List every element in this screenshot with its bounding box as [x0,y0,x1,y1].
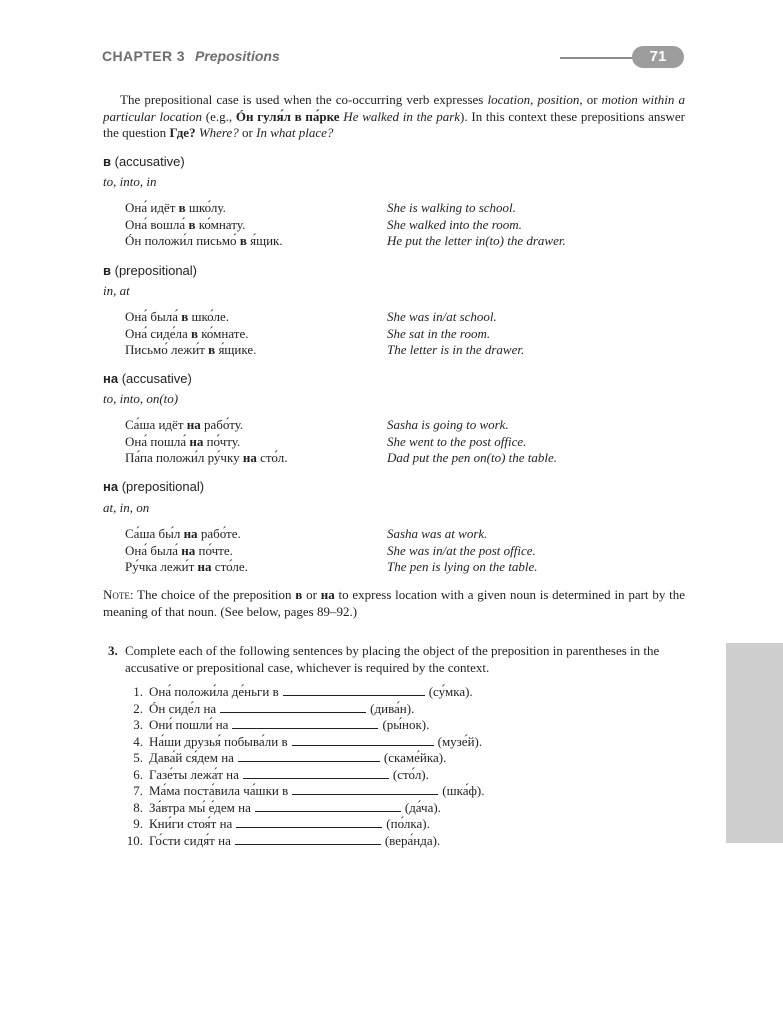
note-prep: на [320,587,335,602]
example-en: She was in/at school. [387,309,497,324]
example-en: She went to the post office. [387,433,527,449]
intro-example-ru: Óн гуля́л в па́рке [235,108,340,124]
example-table [125,526,685,576]
answer-blank[interactable] [292,733,434,746]
side-thumb-tab [726,643,783,843]
example-row [125,434,685,451]
example-en: He put the letter in(to) the drawer. [387,233,566,248]
item-number: 10. [126,832,143,848]
example-ru: Она́ была́ на по́чте. [125,542,233,558]
exercise-item [117,766,537,783]
item-stem: Óн сиде́л на [149,700,217,716]
intro-paragraph [103,92,685,142]
intro-text: (e.g., [202,108,236,124]
answer-blank[interactable] [238,749,380,762]
heading-prep: в [103,154,111,169]
example-table [125,309,685,359]
example-ru: Она́ идёт в шко́лу. [125,200,226,215]
item-stem: Ма́ма поста́вила ча́шки в [149,783,289,798]
intro-question-en: In what place? [256,125,334,140]
example-en: She was in/at the post office. [387,542,536,558]
intro-text: or [582,92,602,107]
heading-prep: на [103,479,119,494]
heading-case: (prepositional) [121,479,205,494]
example-en: Sasha is going to work. [387,417,509,432]
section-gloss: at, in, on [103,500,150,515]
intro-example-en: He walked in the park [339,108,461,124]
note-paragraph [103,587,685,620]
answer-blank[interactable] [236,815,382,828]
item-hint: (шка́ф). [442,783,485,798]
exercise-item [117,782,537,799]
exercise-list [117,683,537,848]
example-ru: Óн положи́л письмо́ в я́щик. [125,233,283,248]
intro-text: The prepositional case is used when the co-occurring verb expresses [120,92,488,107]
answer-blank[interactable] [220,700,366,713]
exercise-item [117,832,537,849]
example-en: Dad put the pen on(to) the table. [387,450,558,465]
exercise-item [117,799,537,816]
example-row [125,217,685,234]
exercise-item [117,683,537,700]
example-ru: Са́ша бы́л на рабо́те. [125,526,241,541]
answer-blank[interactable] [243,766,389,779]
item-hint: (вера́нда). [384,832,441,848]
example-row [125,543,685,560]
example-row [125,417,685,434]
example-row [125,526,685,543]
section-heading [103,371,192,388]
item-number: 6. [133,766,143,782]
note-text: or [302,587,321,602]
heading-case: (prepositional) [114,263,197,278]
header-rule [560,57,640,59]
item-number: 3. [133,717,143,732]
item-stem: На́ши друзья́ побыва́ли в [149,733,288,749]
item-stem: Газе́ты лежа́т на [149,766,239,782]
exercise-item [117,700,537,717]
example-row [125,326,685,343]
exercise-number: 3. [108,643,118,658]
intro-emph: location, position, [487,92,583,107]
note-prep: в [295,587,303,602]
section-gloss: in, at [103,283,130,298]
example-ru: Она́ сиде́ла в ко́мнате. [125,325,249,341]
exercise-item [117,733,537,750]
chapter-title [102,48,280,65]
example-ru: Она́ была́ в шко́ле. [125,309,230,324]
item-hint: (ры́нок). [382,717,430,732]
answer-blank[interactable] [232,716,378,729]
page-header [102,48,684,68]
heading-prep: в [103,263,111,278]
answer-blank[interactable] [255,799,401,812]
example-ru: Письмо́ лежи́т в я́щике. [125,342,257,357]
item-hint: (скаме́йка). [383,750,447,765]
page-number: 71 [632,46,684,68]
item-number: 9. [133,816,143,831]
note-text: The choice of the preposition [133,587,296,602]
intro-question-en: Where? [195,125,239,140]
example-ru: Па́па положи́л ру́чку на сто́л. [125,450,288,465]
example-row [125,342,685,359]
example-en: The letter is in the drawer. [387,342,525,357]
example-ru: Она́ пошла́ на по́чту. [125,433,241,449]
example-row [125,559,685,576]
intro-question-ru: Где? [169,125,196,140]
example-ru: Са́ша идёт на рабо́ту. [125,417,244,432]
chapter-label: CHAPTER 3 [102,48,185,64]
item-number: 2. [133,700,143,716]
section-heading [103,263,197,280]
heading-case: (accusative) [121,371,192,386]
item-hint: (музе́й). [437,733,483,749]
item-hint: (да́ча). [404,799,441,815]
example-table [125,417,685,467]
item-hint: (дива́н). [370,700,415,716]
item-number: 8. [133,799,143,815]
heading-prep: на [103,371,119,386]
section-heading [103,479,204,496]
example-en: The pen is lying on the table. [387,559,538,574]
intro-text: or [238,125,257,140]
example-table [125,200,685,250]
exercise-block [103,643,685,676]
item-hint: (сто́л). [392,766,429,782]
example-ru: Она́ вошла́ в ко́мнату. [125,216,246,232]
item-stem: Го́сти сидя́т на [149,832,231,848]
item-stem: Дава́й ся́дем на [149,750,234,765]
answer-blank[interactable] [283,683,425,696]
answer-blank[interactable] [292,782,438,795]
note-label: Note: [103,587,134,602]
intro-text: ). In this context these prepositions answer the question [103,108,685,140]
item-stem: Они́ пошли́ на [149,717,229,732]
item-stem: Кни́ги стоя́т на [149,816,233,831]
example-row [125,233,685,250]
item-number: 1. [133,684,143,699]
exercise-item [117,716,537,733]
section-heading [103,154,185,171]
exercise-item [117,815,537,832]
section-gloss: to, into, on(to) [103,391,179,406]
note-text: to express location with a given noun is determined in part by the meaning of that noun. (See below, pages 89–92.) [103,587,685,619]
item-hint: (по́лка). [386,816,430,831]
intro-emph: motion within a particular location [103,92,686,124]
example-row [125,450,685,467]
heading-case: (accusative) [114,154,185,169]
section-title: Prepositions [194,48,280,64]
example-en: She is walking to school. [387,200,516,215]
item-stem: Она́ положи́ла де́ньги в [149,684,279,699]
exercise-item [117,749,537,766]
item-hint: (су́мка). [428,684,473,699]
example-en: She walked into the room. [387,216,522,232]
item-number: 7. [133,783,143,798]
item-stem: За́втра мы́ е́дем на [149,799,251,815]
item-number: 5. [133,750,143,765]
example-row [125,309,685,326]
answer-blank[interactable] [235,832,381,845]
exercise-instruction: Complete each of the following sentences by placing the object of the preposition in parentheses in the accusative or prepositional case, whichever is required by the context. [125,643,660,675]
example-en: She sat in the room. [387,325,491,341]
example-ru: Ру́чка лежи́т на сто́ле. [125,559,248,574]
example-row [125,200,685,217]
section-gloss: to, into, in [103,174,157,189]
example-en: Sasha was at work. [387,526,488,541]
item-number: 4. [133,733,143,749]
